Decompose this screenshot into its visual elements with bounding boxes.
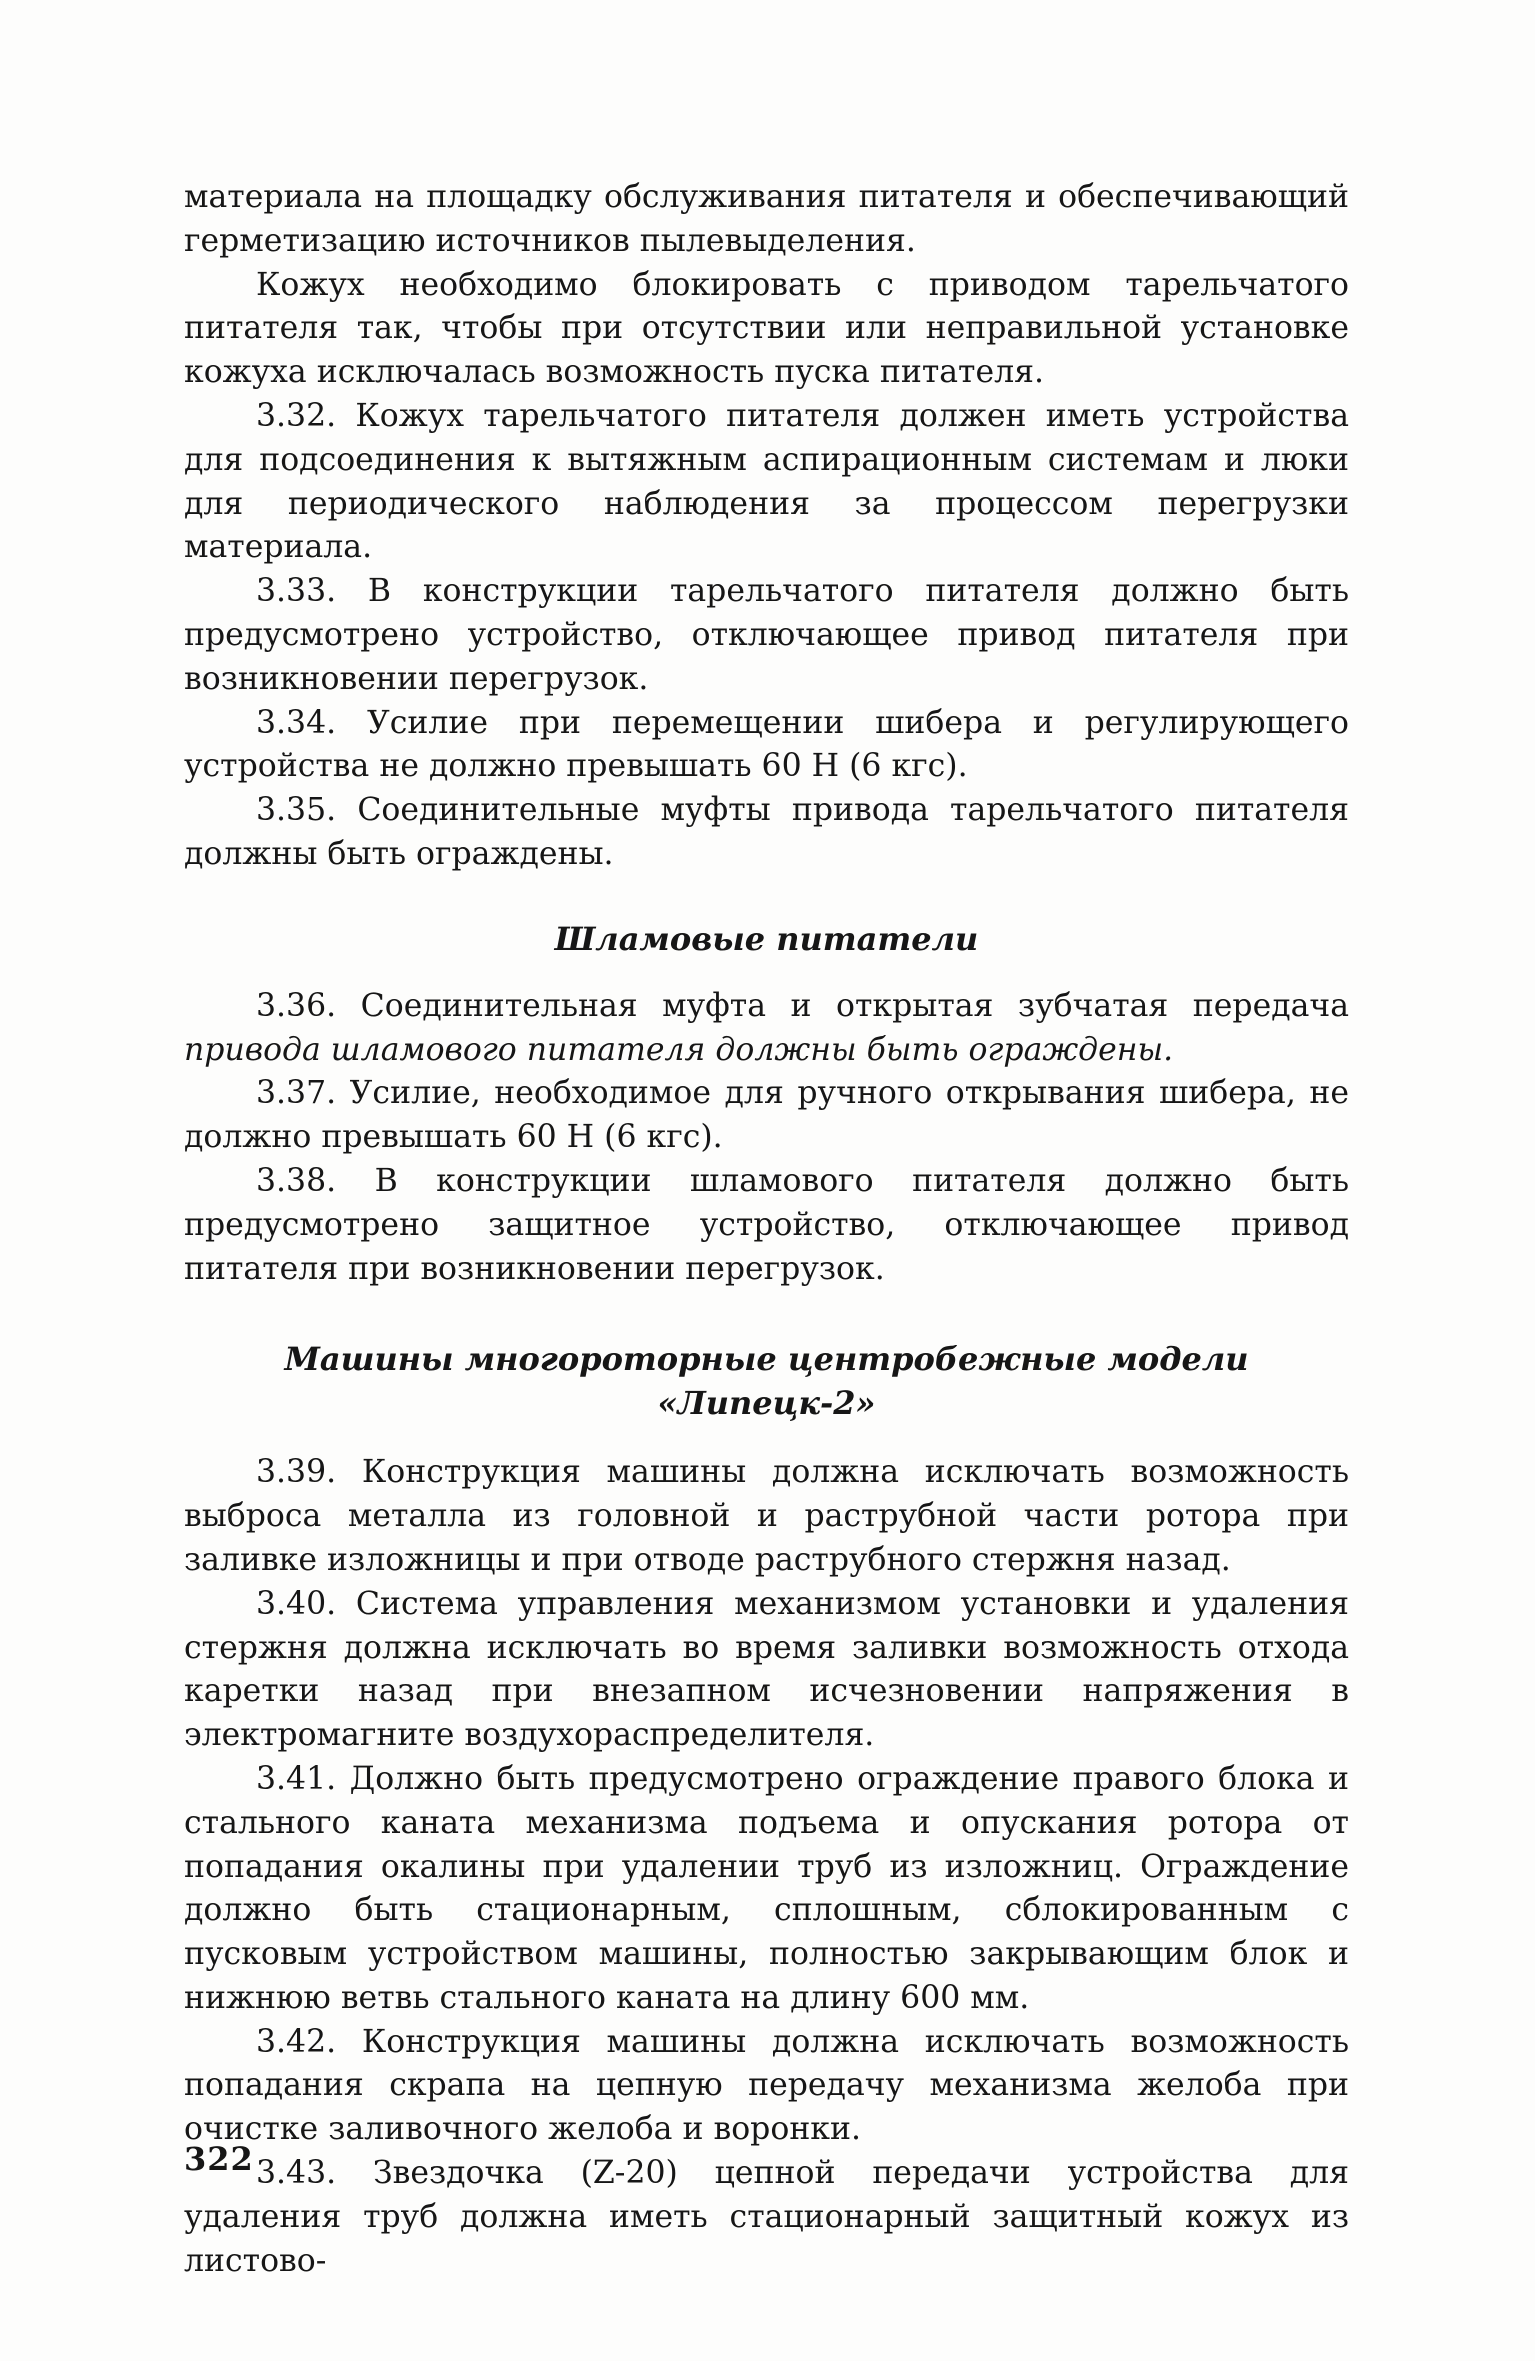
section-heading-sludge-feeders: Шламовые питатели (554, 919, 979, 958)
body-text (184, 176, 1349, 2283)
page-number: 322 (184, 2140, 254, 2178)
paragraph-casing-interlock: Кожух необходимо блокировать с приводом тарельчатого питателя так, чтобы при отсутствии или неправильной установке кожуха исключалась возможность пуска питателя. (184, 266, 1349, 391)
section-heading-lipetsk-machines: Машины многороторные центробежные модели «Липецк-2» (284, 1340, 1249, 1423)
paragraph-3-36-start: 3.36. Соединительная муфта и открытая зубчатая передача (256, 987, 1349, 1024)
paragraph-3-36 (184, 985, 1349, 1073)
paragraph-3-42: 3.42. Конструкция машины должна исключать возможность попадания скрапа на цепную передачу механизма желоба при очистке заливочного желоба и воронки. (184, 2023, 1349, 2148)
paragraph-continuation: материала на площадку обслуживания питателя и обеспечивающий герметизацию источников пылевыделения. (184, 179, 1349, 259)
paragraph-3-34: 3.34. Усилие при перемещении шибера и регулирующего устройства не должно превышать 60 Н (6 кгс). (184, 704, 1349, 785)
paragraph-3-38: 3.38. В конструкции шламового питателя должно быть предусмотрено защитное устройство, отключающее привод питателя при возникновении перегрузок. (184, 1162, 1349, 1287)
paragraph-3-33: 3.33. В конструкции тарельчатого питателя должно быть предусмотрено устройство, отключающее привод питателя при возникновении перегрузок. (184, 573, 1349, 697)
paragraph-3-40: 3.40. Система управления механизмом установки и удаления стержня должна исключать во время заливки возможность отхода каретки назад при внезапном исчезновении напряжения в электромагните воздухораспределителя. (184, 1585, 1349, 1754)
paragraph-3-43: 3.43. Звездочка (Z-20) цепной передачи устройства для удаления труб должна иметь стационарный защитный кожух из листово- (184, 2155, 1349, 2279)
paragraph-3-39: 3.39. Конструкция машины должна исключать возможность выброса металла из головной и раструбной части ротора при заливке изложницы и при отводе раструбного стержня назад. (184, 1454, 1349, 1578)
paragraph-3-32: 3.32. Кожух тарельчатого питателя должен иметь устройства для подсоединения к вытяжным аспирационным системам и люки для периодического наблюдения за процессом перегрузки материала. (184, 397, 1349, 566)
paragraph-3-36-italic: привода шламового питателя должны быть ограждены. (184, 1031, 1174, 1068)
paragraph-3-35: 3.35. Соединительные муфты привода тарельчатого питателя должны быть ограждены. (184, 792, 1349, 872)
paragraph-3-41: 3.41. Должно быть предусмотрено ограждение правого блока и стального каната механизма подъема и опускания ротора от попадания окалины при удалении труб из изложниц. Ограждение должно быть стационарным, сплошным, сблокированным с пусковым устройством машины, полностью закрывающим блок и нижнюю ветвь стального каната на длину 600 мм. (184, 1760, 1349, 2016)
paragraph-3-37: 3.37. Усилие, необходимое для ручного открывания шибера, не должно превышать 60 Н (6 кгс). (184, 1075, 1349, 1156)
